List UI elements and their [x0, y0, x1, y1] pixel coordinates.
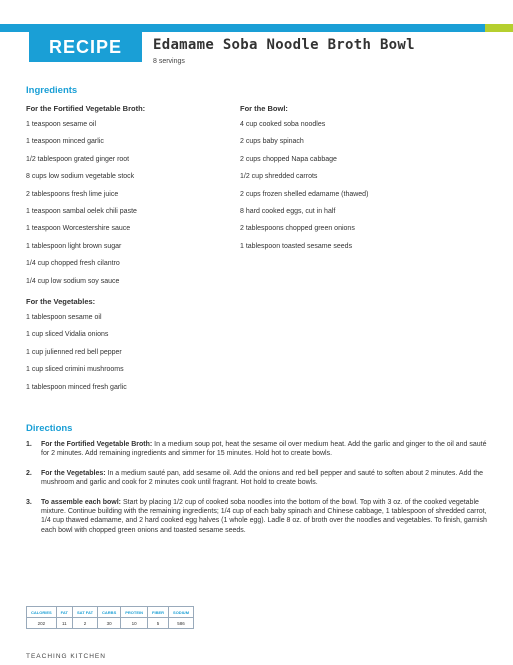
step-text: In a medium sauté pan, add sesame oil. Add the onions and red bell pepper and sauté to soften about 2 minutes. Add the mushroom and garlic and cook for 2 minutes cook until fragrant. Hot hold to create bowls. [41, 469, 484, 487]
step-text: In a medium soup pot, heat the sesame oil over medium heat. Add the garlic and ginger to the oil and sauté for 2 minutes. Add remaining ingredients and simmer for 15 minutes. Hold hot to create bowls. [41, 441, 487, 458]
nutrition-value-row [27, 618, 194, 629]
step-number: 2. [26, 469, 32, 477]
direction-step [26, 498, 488, 536]
step-lead: To assemble each bowl: [41, 498, 122, 506]
list-item: 1 teaspoon sambal oelek chili paste [26, 207, 137, 215]
top-bar-green [485, 24, 513, 32]
step-body [41, 469, 488, 488]
directions-heading: Directions [26, 423, 73, 434]
recipe-badge: RECIPE [29, 32, 142, 62]
directions-list [26, 440, 488, 535]
bowl-ingredient-list [240, 120, 368, 259]
list-item: 2 cups chopped Napa cabbage [240, 155, 337, 163]
broth-subheading: For the Fortified Vegetable Broth: [26, 104, 146, 113]
list-item: 1/4 cup low sodium soy sauce [26, 277, 120, 285]
list-item: 1 teaspoon sesame oil [26, 121, 97, 128]
step-body [41, 440, 488, 459]
nutrition-value-cell: 5 [148, 618, 169, 629]
vegetables-subheading: For the Vegetables: [26, 297, 96, 306]
list-item: 1 tablespoon toasted sesame seeds [240, 242, 353, 250]
nutrition-header-cell: SODIUM [169, 607, 194, 618]
list-item: 2 tablespoons chopped green onions [240, 225, 355, 233]
direction-step [26, 440, 488, 459]
bowl-subheading: For the Bowl: [240, 104, 288, 113]
broth-ingredient-list [26, 120, 137, 294]
list-item: 1 tablespoon sesame oil [26, 314, 102, 321]
list-item: 4 cup cooked soba noodles [240, 121, 326, 128]
list-item: 1/2 tablespoon grated ginger root [26, 155, 130, 163]
nutrition-value-cell: 202 [27, 618, 57, 629]
list-item: 1 cup julienned red bell pepper [26, 348, 122, 356]
nutrition-header-cell: FIBER [148, 607, 169, 618]
footer-brand: TEACHING KITCHEN [26, 653, 106, 660]
list-item: 8 cups low sodium vegetable stock [26, 173, 135, 181]
list-item: 1 teaspoon minced garlic [26, 138, 104, 146]
list-item: 2 tablespoons fresh lime juice [26, 190, 119, 198]
list-item: 8 hard cooked eggs, cut in half [240, 207, 336, 215]
nutrition-value-cell: 11 [56, 618, 72, 629]
nutrition-value-cell: 586 [169, 618, 194, 629]
nutrition-header-cell: SAT FAT [72, 607, 97, 618]
nutrition-value-cell: 30 [98, 618, 121, 629]
list-item: 1 teaspoon Worcestershire sauce [26, 225, 131, 233]
list-item: 1 cup sliced Vidalia onions [26, 331, 109, 339]
step-number: 1. [26, 441, 32, 448]
list-item: 1/2 cup shredded carrots [240, 173, 318, 181]
top-bar-blue [0, 24, 485, 32]
list-item: 2 cups baby spinach [240, 138, 304, 146]
vegetables-ingredient-list [26, 313, 127, 400]
servings-label: 8 servings [153, 58, 185, 65]
step-text: Start by placing 1/2 cup of cooked soba noodles into the bottom of the bowl. Top with 3 oz. of the cooked vegetable mixture. Continue building with the remaining ingredients; 1/4 cup of each baby spinach and Chinese cabbage, 1 tablespoon of shredded carrot, 1/4 cup thawed edamame, and 2 hard cooked egg halves (1 whole egg). Ladle 8 oz. of broth over the noodles and vegetables. To finish, garnish each bowl with chopped green onions and toasted sesame seeds. [41, 498, 487, 534]
page-title: Edamame Soba Noodle Broth Bowl [153, 37, 415, 53]
nutrition-value-cell: 2 [72, 618, 97, 629]
nutrition-header-cell: CARBS [98, 607, 121, 618]
step-number: 3. [26, 498, 32, 506]
list-item: 1 cup sliced crimini mushrooms [26, 366, 124, 374]
list-item: 1 tablespoon light brown sugar [26, 242, 122, 250]
nutrition-header-cell: PROTEIN [121, 607, 148, 618]
step-body [41, 498, 488, 536]
step-lead: For the Fortified Vegetable Broth: [41, 441, 153, 448]
direction-step [26, 469, 488, 488]
list-item: 2 cups frozen shelled edamame (thawed) [240, 190, 369, 198]
nutrition-header-row [27, 607, 194, 618]
nutrition-table [26, 606, 194, 629]
list-item: 1/4 cup chopped fresh cilantro [26, 260, 120, 268]
nutrition-header-cell: FAT [56, 607, 72, 618]
step-lead: For the Vegetables: [41, 469, 106, 477]
ingredients-heading: Ingredients [26, 85, 78, 96]
nutrition-value-cell: 10 [121, 618, 148, 629]
nutrition-header-cell: CALORIES [27, 607, 57, 618]
top-accent-bar [0, 24, 513, 32]
list-item: 1 tablespoon minced fresh garlic [26, 383, 127, 391]
